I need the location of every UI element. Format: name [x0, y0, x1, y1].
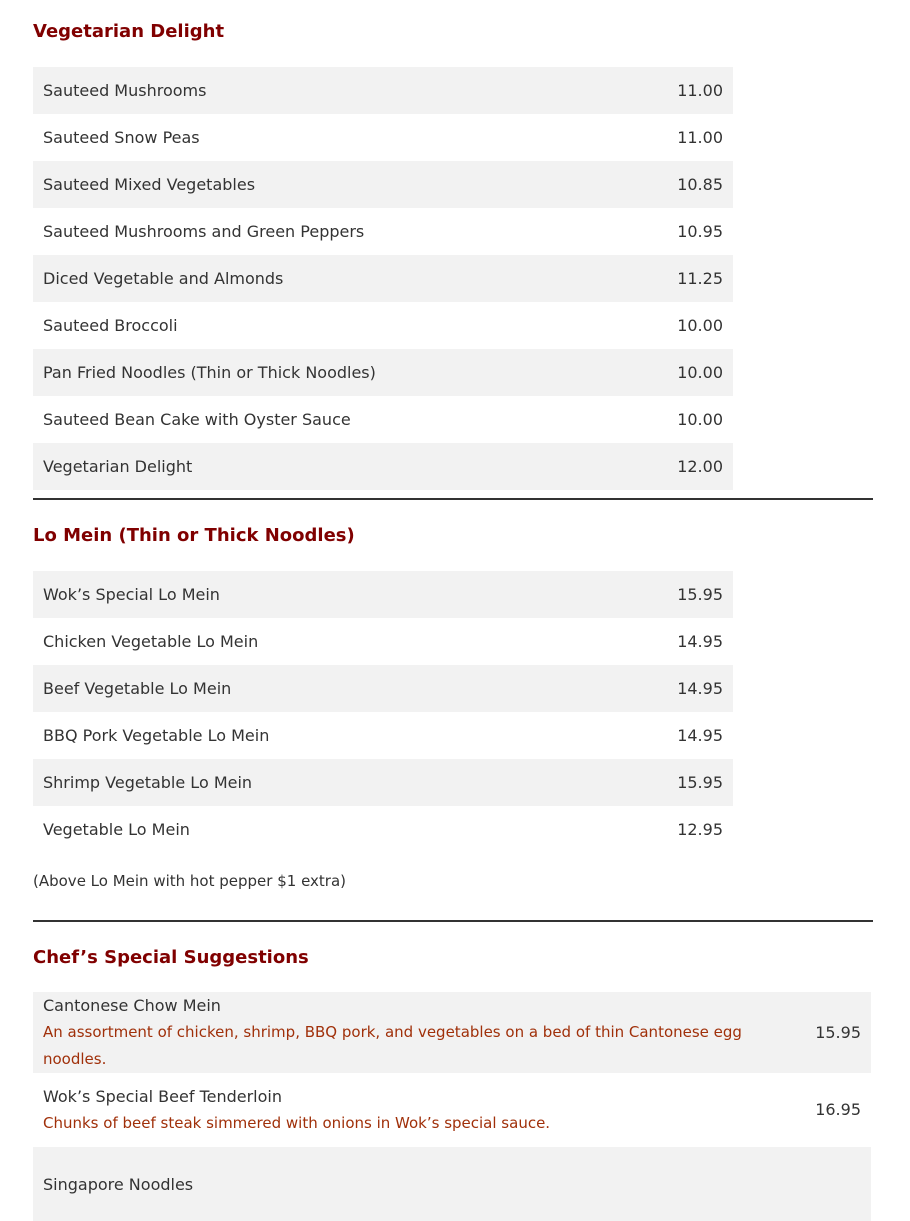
item-price: 15.95 [585, 759, 733, 806]
item-price: 16.95 [815, 1100, 861, 1119]
menu-row [33, 208, 733, 255]
item-price [805, 1147, 871, 1221]
item-cell [33, 1073, 805, 1147]
item-price: 10.00 [623, 349, 733, 396]
item-price: 10.00 [677, 409, 723, 429]
section-title-lo-mein: Lo Mein (Thin or Thick Noodles) [33, 525, 355, 546]
menu-row [33, 665, 733, 712]
menu-row [33, 255, 733, 302]
item-name: Sauteed Broccoli [43, 315, 178, 335]
menu-table-chefs-special [33, 992, 871, 1221]
item-price: 12.95 [677, 819, 723, 839]
section-divider [33, 920, 873, 922]
menu-table-lo-mein [33, 571, 733, 853]
menu-row [33, 1073, 871, 1147]
menu-row [33, 712, 733, 759]
item-description: An assortment of chicken, shrimp, BBQ pork, and vegetables on a bed of thin Cantonese egg noodles. [43, 1023, 742, 1068]
item-price: 11.25 [623, 255, 733, 302]
section-divider [33, 498, 873, 500]
menu-row [33, 1147, 871, 1221]
menu-row [33, 161, 733, 208]
item-name: Sauteed Mushrooms [33, 67, 623, 114]
item-price: 14.95 [677, 725, 723, 745]
item-name: Sauteed Bean Cake with Oyster Sauce [43, 409, 351, 429]
menu-row [33, 396, 733, 443]
item-price: 10.85 [623, 161, 733, 208]
menu-row [33, 443, 733, 490]
item-name: Wok’s Special Beef Tenderloin [43, 1087, 282, 1106]
item-price: 11.00 [677, 127, 723, 147]
item-cell [33, 992, 805, 1073]
item-name: Vegetarian Delight [33, 443, 623, 490]
item-name: Sauteed Mushrooms and Green Peppers [43, 221, 365, 241]
item-price: 10.95 [677, 221, 723, 241]
menu-row [33, 349, 733, 396]
menu-row [33, 759, 733, 806]
item-price: 14.95 [585, 665, 733, 712]
lo-mein-note: (Above Lo Mein with hot pepper $1 extra) [33, 872, 347, 890]
item-name: Sauteed Snow Peas [43, 127, 200, 147]
section-title-vegetarian-delight: Vegetarian Delight [33, 21, 225, 42]
item-price: 14.95 [677, 631, 723, 651]
menu-row [33, 114, 733, 161]
item-price: 12.00 [623, 443, 733, 490]
item-name: Wok’s Special Lo Mein [33, 571, 585, 618]
menu-row [33, 992, 871, 1073]
menu-row [33, 302, 733, 349]
item-price: 11.00 [623, 67, 733, 114]
item-name: Pan Fried Noodles (Thin or Thick Noodles) [33, 349, 623, 396]
item-name: Shrimp Vegetable Lo Mein [33, 759, 585, 806]
item-name: Sauteed Mixed Vegetables [33, 161, 623, 208]
item-name: Chicken Vegetable Lo Mein [43, 631, 259, 651]
item-name: Singapore Noodles [43, 1174, 194, 1194]
item-name: Cantonese Chow Mein [43, 996, 221, 1015]
item-price: 10.00 [677, 315, 723, 335]
item-name: Vegetable Lo Mein [43, 819, 190, 839]
menu-row [33, 67, 733, 114]
item-price: 15.95 [585, 571, 733, 618]
menu-row [33, 618, 733, 665]
menu-table-vegetarian [33, 67, 733, 490]
section-title-chefs-special: Chef’s Special Suggestions [33, 947, 309, 968]
item-name: Beef Vegetable Lo Mein [33, 665, 585, 712]
menu-row [33, 571, 733, 618]
item-price: 15.95 [805, 992, 871, 1073]
item-name: Diced Vegetable and Almonds [33, 255, 623, 302]
item-description: Chunks of beef steak simmered with onions in Wok’s special sauce. [43, 1114, 551, 1132]
item-cell [33, 1147, 805, 1221]
item-name: BBQ Pork Vegetable Lo Mein [43, 725, 270, 745]
menu-row [33, 806, 733, 853]
